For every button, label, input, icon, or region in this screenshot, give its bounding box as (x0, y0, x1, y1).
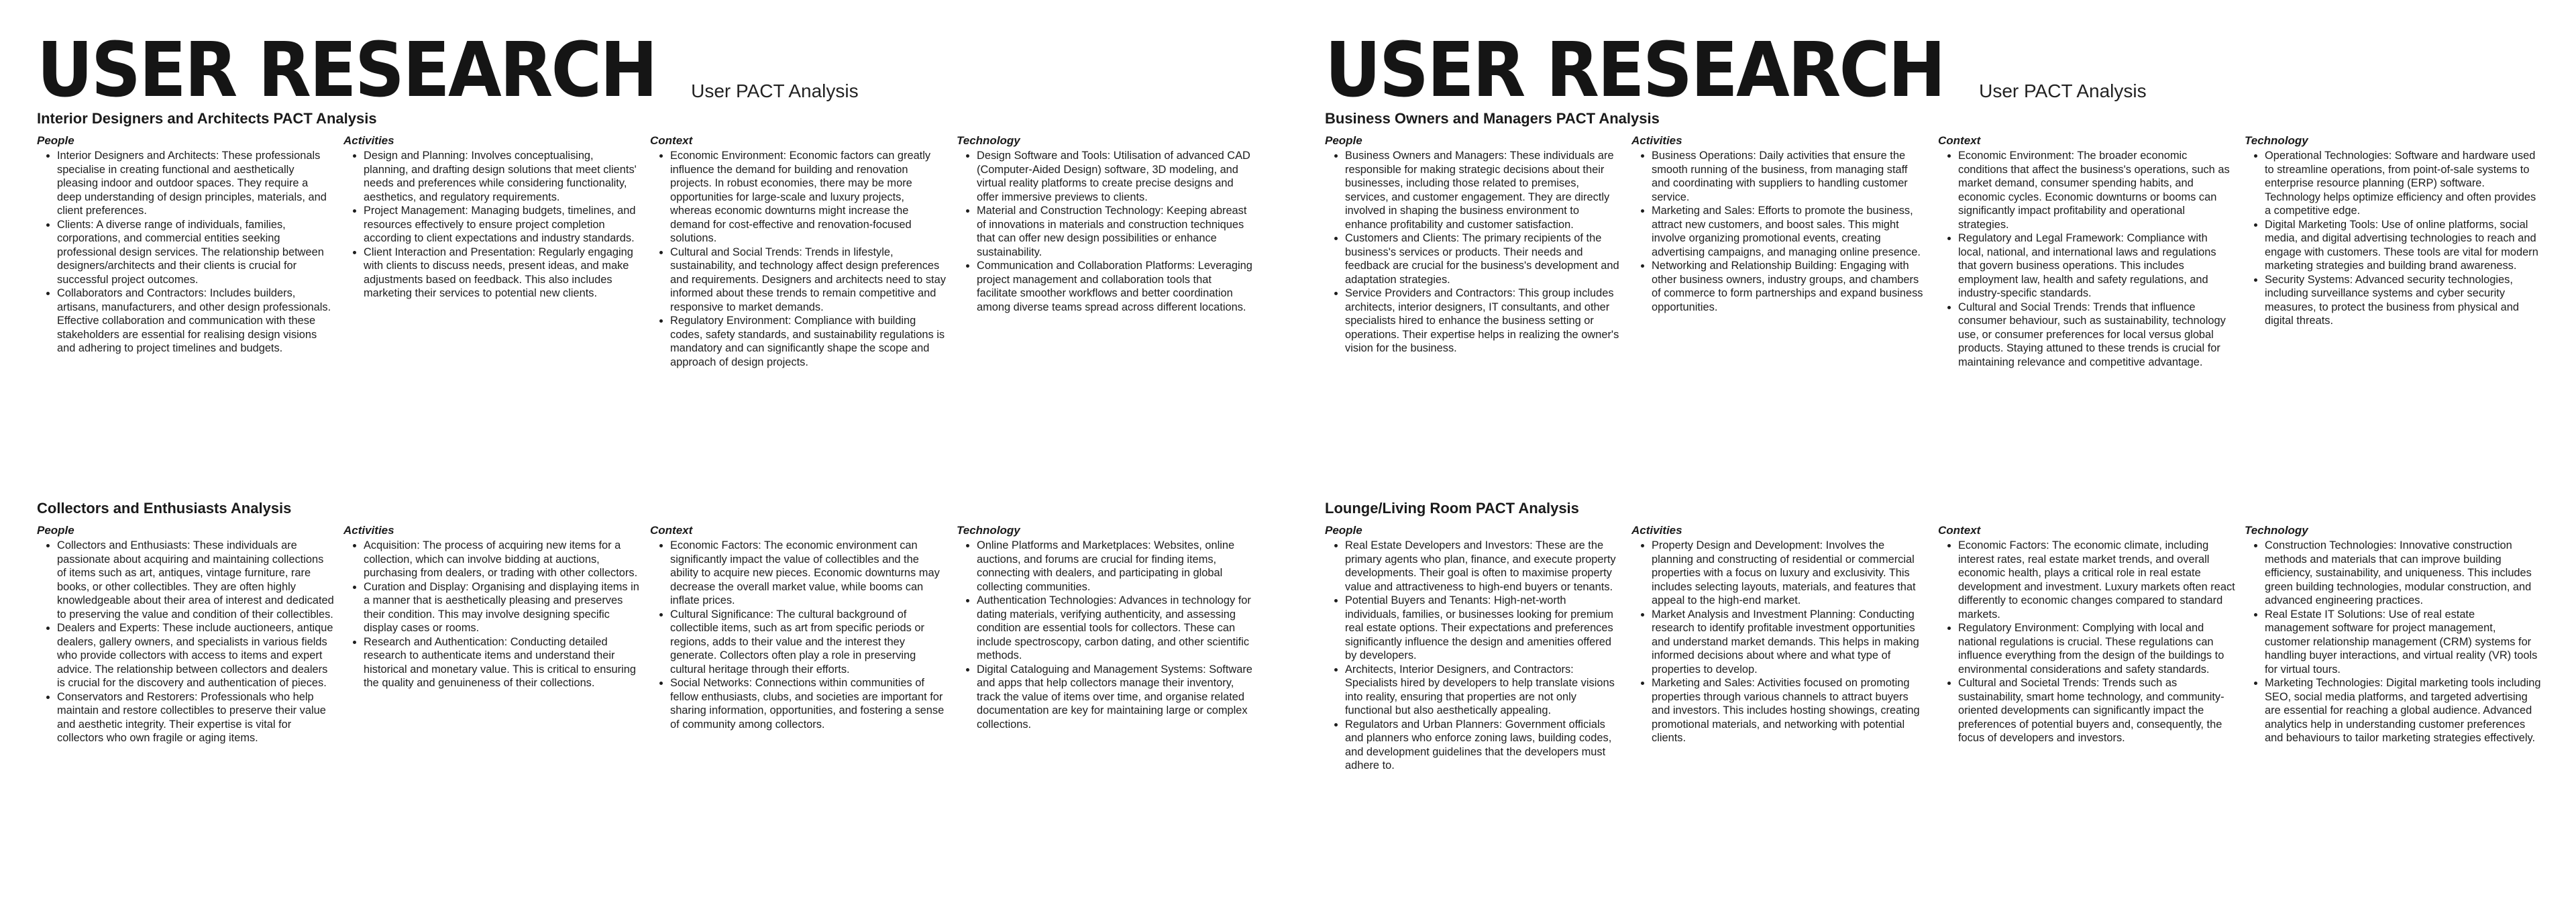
bullet-list (343, 149, 643, 301)
bullet-item: • Business Owners and Managers: These individuals are responsible for making strategic decisions about their businesses, including those related to premises, services, and customer engagement. They are directly involved in shaping the business environment to enhance profitability and customer satisfaction. (1345, 149, 1625, 231)
page-title: USER RESEARCH (1325, 27, 1944, 114)
bullet-item: • Conservators and Restorers: Professionals who help maintain and restore collectibles to preserve their value and aesthetic integrity. Their expertise is vital for collectors who own fragile or aging items. (57, 690, 337, 745)
bullet-item: • Economic Environment: Economic factors can greatly influence the demand for building and renovation projects. In robust economies, there may be more opportunities for large-scale and luxury projects, whereas economic downturns might increase the demand for cost-effective and renovation-focused solutions. (670, 149, 950, 246)
bullet-item: • Marketing and Sales: Activities focused on promoting properties through various channels to attract buyers and investors. This includes hosting showings, creating promotional materials, and networking with potential clients. (1652, 676, 1931, 745)
bullet-item: • Market Analysis and Investment Planning: Conducting research to identify profitable investment opportunities and understand market demands. This helps in making informed decisions about where and what type of properties to develop. (1652, 608, 1931, 677)
pact-columns (37, 134, 1265, 369)
page-subtitle: User PACT Analysis (1979, 81, 2147, 101)
title-row (37, 27, 859, 114)
bullet-item: • Property Design and Development: Involves the planning and constructing of residential or commercial properties with a focus on luxury and exclusivity. This includes selecting layouts, materials, and features that appeal to the high-end market. (1652, 539, 1931, 608)
bullet-item: • Online Platforms and Marketplaces: Websites, online auctions, and forums are crucial for finding items, connecting with dealers, and participating in global collecting communities. (977, 539, 1256, 594)
pact-column-activities (343, 524, 650, 745)
bullet-item: • Digital Cataloguing and Management Systems: Software and apps that help collectors manage their inventory, track the value of items over time, and organise related documentation are key for maintaining large or complex collections. (977, 663, 1256, 732)
bullet-item: • Authentication Technologies: Advances in technology for dating materials, verifying authenticity, and assessing condition are essential tools for collectors. These can include spectroscopy, carbon dating, and other scientific methods. (977, 594, 1256, 663)
pact-column-context (650, 524, 957, 745)
bullet-item: • Business Operations: Daily activities that ensure the smooth running of the business, from managing staff and coordinating with suppliers to handling customer service. (1652, 149, 1931, 204)
pact-section (1325, 110, 2553, 369)
column-heading: Context (1938, 134, 1981, 147)
bullet-item: • Customers and Clients: The primary recipients of the business's services or products. Their needs and feedback are crucial for the business's development and adaptation strategies. (1345, 231, 1625, 286)
section-heading: Lounge/Living Room PACT Analysis (1325, 500, 1579, 517)
pact-column-context (1938, 134, 2245, 369)
bullet-list (343, 539, 643, 690)
bullet-item: • Operational Technologies: Software and hardware used to streamline operations, from point-of-sale systems to enterprise resource planning (ERP) software. Technology helps optimize efficiency and often provides a competitive edge. (2265, 149, 2544, 218)
bullet-item: • Marketing and Sales: Efforts to promote the business, attract new customers, and boost sales. This might involve organizing promotional events, creating advertising campaigns, and managing online presence. (1652, 204, 1931, 259)
column-heading: People (37, 134, 74, 147)
pact-column-people (1325, 524, 1631, 773)
bullet-item: • Regulatory Environment: Complying with local and national regulations is crucial. These regulations can influence everything from the design of the buildings to environmental considerations and safety standards. (1958, 621, 2238, 676)
bullet-item: • Clients: A diverse range of individuals, families, corporations, and commercial entities seeking professional design services. The relationship between designers/architects and their clients is crucial for successful project outcomes. (57, 218, 337, 287)
bullet-list (2245, 539, 2544, 745)
bullet-list (1631, 149, 1931, 314)
pact-column-technology (2245, 134, 2551, 369)
column-heading: Context (650, 524, 693, 537)
bullet-list (37, 539, 337, 745)
column-heading: Technology (957, 134, 1020, 147)
bullet-list (1631, 539, 1931, 745)
pact-columns (1325, 524, 2553, 773)
bullet-item: • Client Interaction and Presentation: Regularly engaging with clients to discuss needs, present ideas, and make adjustments based on feedback. This also includes marketing their services to potential new clients. (364, 246, 643, 301)
column-heading: Technology (2245, 524, 2308, 537)
bullet-item: • Research and Authentication: Conducting detailed research to authenticate items and understand their historical and monetary value. This is critical to ensuring the quality and genuineness of their collections. (364, 635, 643, 690)
column-heading: Activities (1631, 524, 1682, 537)
pact-column-activities (343, 134, 650, 369)
column-heading: Technology (957, 524, 1020, 537)
bullet-list (957, 149, 1256, 314)
column-heading: Context (1938, 524, 1981, 537)
bullet-list (1938, 539, 2238, 745)
column-heading: People (1325, 134, 1362, 147)
bullet-item: • Curation and Display: Organising and displaying items in a manner that is aesthetically pleasing and preserves their condition. This may involve designing specific display cases or rooms. (364, 580, 643, 635)
section-heading: Business Owners and Managers PACT Analysis (1325, 110, 1660, 127)
bullet-list (1325, 149, 1625, 356)
pact-column-people (1325, 134, 1631, 369)
pact-columns (37, 524, 1265, 745)
bullet-item: • Collectors and Enthusiasts: These individuals are passionate about acquiring and maintaining collections of items such as art, antiques, vintage furniture, rare books, or other collectibles. They are often highly knowledgeable about their area of interest and dedicated to preserving the value and condition of their collectibles. (57, 539, 337, 621)
column-heading: People (1325, 524, 1362, 537)
column-heading: Technology (2245, 134, 2308, 147)
bullet-item: • Interior Designers and Architects: These professionals specialise in creating functional and aesthetically pleasing indoor and outdoor spaces. They require a deep understanding of design principles, materials, and client preferences. (57, 149, 337, 218)
bullet-item: • Construction Technologies: Innovative construction methods and materials that can improve building efficiency, sustainability, and uniqueness. This includes green building technologies, modular construction, and advanced engineering practices. (2265, 539, 2544, 608)
bullet-list (650, 149, 950, 369)
pact-columns (1325, 134, 2553, 369)
bullet-item: • Regulatory and Legal Framework: Compliance with local, national, and international laws and regulations that govern business operations. This includes employment law, health and safety regulations, and industry-specific standards. (1958, 231, 2238, 301)
bullet-item: • Design and Planning: Involves conceptualising, planning, and drafting design solutions that meet clients' needs and preferences while considering functionality, aesthetics, and regulatory requirements. (364, 149, 643, 204)
bullet-item: • Collaborators and Contractors: Includes builders, artisans, manufacturers, and other design professionals. Effective collaboration and communication with these stakeholders are essential for realising design visions and adhering to project timelines and budgets. (57, 286, 337, 356)
bullet-list (37, 149, 337, 356)
bullet-item: • Real Estate Developers and Investors: These are the primary agents who plan, finance, and execute property developments. Their goal is often to maximise property value and attractiveness to high-end buyers or tenants. (1345, 539, 1625, 594)
bullet-item: • Networking and Relationship Building: Engaging with other business owners, industry groups, and chambers of commerce to form partnerships and expand business opportunities. (1652, 259, 1931, 314)
bullet-item: • Cultural and Social Trends: Trends in lifestyle, sustainability, and technology affect design preferences and requirements. Designers and architects need to stay informed about these trends to remain competitive and responsive to market demands. (670, 246, 950, 315)
bullet-item: • Cultural Significance: The cultural background of collectible items, such as art from specific periods or regions, adds to their value and the interest they generate. Collectors often play a role in preserving cultural heritage through their efforts. (670, 608, 950, 677)
column-heading: Activities (343, 134, 394, 147)
section-heading: Interior Designers and Architects PACT Analysis (37, 110, 377, 127)
bullet-item: • Communication and Collaboration Platforms: Leveraging project management and collaboration tools that facilitate smoother workflows and better coordination among diverse teams spread across different locations. (977, 259, 1256, 314)
right-page (1288, 0, 2576, 911)
bullet-item: • Cultural and Social Trends: Trends that influence consumer behaviour, such as sustainability, technology use, or consumer preferences for local versus global products. Staying attuned to these trends is crucial for maintaining relevance and competitive advantage. (1958, 301, 2238, 370)
bullet-list (1938, 149, 2238, 369)
bullet-item: • Economic Factors: The economic environment can significantly impact the value of collectibles and the ability to acquire new pieces. Economic downturns may decrease the overall market value, while booms can inflate prices. (670, 539, 950, 608)
pact-column-technology (2245, 524, 2551, 773)
pact-column-technology (957, 524, 1263, 745)
page-subtitle: User PACT Analysis (691, 81, 859, 101)
bullet-item: • Security Systems: Advanced security technologies, including surveillance systems and cyber security measures, to protect the business from physical and digital threats. (2265, 273, 2544, 328)
bullet-item: • Service Providers and Contractors: This group includes architects, interior designers, IT consultants, and other specialists hired to enhance the business setting or operations. Their expertise helps in realizing the owner's vision for the business. (1345, 286, 1625, 356)
pact-section (37, 110, 1265, 369)
bullet-list (2245, 149, 2544, 328)
title-row (1325, 27, 2147, 114)
bullet-item: • Regulatory Environment: Compliance with building codes, safety standards, and sustainability regulations is mandatory and can significantly shape the scope and approach of design projects. (670, 314, 950, 369)
pact-column-people (37, 134, 343, 369)
bullet-item: • Economic Environment: The broader economic conditions that affect the business's operations, such as market demand, consumer spending habits, and economic cycles. Economic downturns or booms can significantly impact profitability and operational strategies. (1958, 149, 2238, 231)
pact-column-activities (1631, 524, 1938, 773)
bullet-item: • Marketing Technologies: Digital marketing tools including SEO, social media platforms, and targeted advertising are essential for reaching a global audience. Advanced analytics help in understanding customer preferences and behaviours to tailor marketing strategies effectively. (2265, 676, 2544, 745)
bullet-list (957, 539, 1256, 731)
pact-column-activities (1631, 134, 1938, 369)
bullet-item: • Social Networks: Connections within communities of fellow enthusiasts, clubs, and societies are important for sharing information, opportunities, and fostering a sense of community among collectors. (670, 676, 950, 731)
bullet-item: • Regulators and Urban Planners: Government officials and planners who enforce zoning laws, building codes, and development guidelines that the developers must adhere to. (1345, 718, 1625, 773)
column-heading: Activities (343, 524, 394, 537)
bullet-item: • Real Estate IT Solutions: Use of real estate management software for project management, customer relationship management (CRM) systems for handling buyer interactions, and virtual reality (VR) tools for virtual tours. (2265, 608, 2544, 677)
bullet-list (1325, 539, 1625, 773)
pact-column-people (37, 524, 343, 745)
bullet-item: • Economic Factors: The economic climate, including interest rates, real estate market trends, and overall economic health, plays a critical role in real estate development and investment. Luxury markets often react differently to economic changes compared to standard markets. (1958, 539, 2238, 621)
pact-column-technology (957, 134, 1263, 369)
bullet-item: • Cultural and Societal Trends: Trends such as sustainability, smart home technology, and community-oriented developments can significantly impact the preferences of potential buyers and, consequently, the focus of developers and investors. (1958, 676, 2238, 745)
bullet-item: • Digital Marketing Tools: Use of online platforms, social media, and digital advertising technologies to reach and engage with customers. These tools are vital for modern marketing strategies and building brand awareness. (2265, 218, 2544, 273)
bullet-item: • Architects, Interior Designers, and Contractors: Specialists hired by developers to help translate visions into reality, ensuring that properties are not only functional but also aesthetically appealing. (1345, 663, 1625, 718)
bullet-item: • Acquisition: The process of acquiring new items for a collection, which can involve bidding at auctions, purchasing from dealers, or trading with other collectors. (364, 539, 643, 580)
pact-section (37, 500, 1265, 745)
bullet-item: • Material and Construction Technology: Keeping abreast of innovations in materials and construction techniques that can offer new design possibilities or enhance sustainability. (977, 204, 1256, 259)
bullet-item: • Design Software and Tools: Utilisation of advanced CAD (Computer-Aided Design) software, 3D modeling, and virtual reality platforms to create precise designs and offer immersive previews to clients. (977, 149, 1256, 204)
column-heading: Context (650, 134, 693, 147)
pact-section (1325, 500, 2553, 773)
page-title: USER RESEARCH (37, 27, 656, 114)
section-heading: Collectors and Enthusiasts Analysis (37, 500, 292, 517)
bullet-item: • Project Management: Managing budgets, timelines, and resources effectively to ensure project completion according to client expectations and industry standards. (364, 204, 643, 246)
bullet-item: • Dealers and Experts: These include auctioneers, antique dealers, gallery owners, and specialists in various fields who provide collectors with access to items and expert advice. The relationship between collectors and dealers is crucial for the discovery and authentication of pieces. (57, 621, 337, 690)
column-heading: People (37, 524, 74, 537)
pact-column-context (1938, 524, 2245, 773)
bullet-item: • Potential Buyers and Tenants: High-net-worth individuals, families, or businesses looking for premium real estate options. Their expectations and preferences significantly influence the design and amenities offered by developers. (1345, 594, 1625, 663)
column-heading: Activities (1631, 134, 1682, 147)
pact-column-context (650, 134, 957, 369)
bullet-list (650, 539, 950, 731)
